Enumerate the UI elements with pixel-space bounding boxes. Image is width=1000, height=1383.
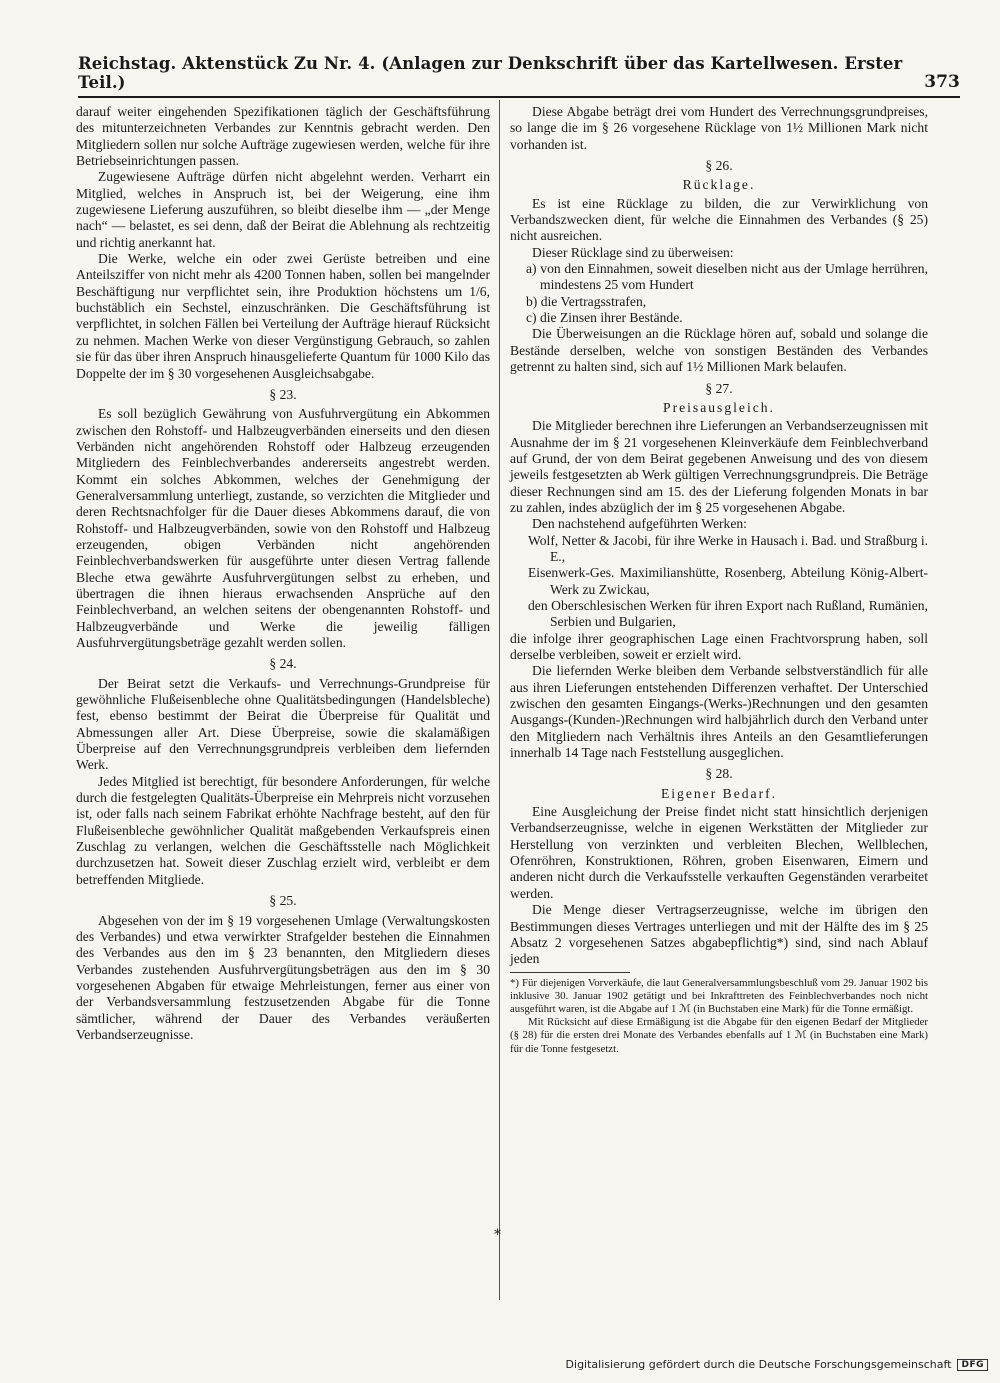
firm-entry: den Oberschlesischen Werken für ihren Export nach Rußland, Rumänien, Serbien und Bulgarien, xyxy=(528,597,928,630)
page-number: 373 xyxy=(924,72,960,92)
left-column xyxy=(76,104,490,1303)
paragraph: Diese Abgabe beträgt drei vom Hundert des Verrechnungsgrundpreises, so lange die im § 26 vorgesehene Rücklage von 1½ Millionen Mark nicht vorhanden ist. xyxy=(510,104,928,152)
page-header xyxy=(78,54,960,98)
right-column-text xyxy=(510,104,928,968)
footnote-rule xyxy=(510,972,630,973)
list-item: a) von den Einnahmen, soweit dieselben nicht aus der Umlage herrühren, mindestens 25 vom Hundert xyxy=(526,261,928,293)
paragraph: die infolge ihrer geographischen Lage einen Frachtvorsprung haben, soll derselbe verbleiben, soweit er erzielt wird. xyxy=(510,630,928,662)
paragraph: Es soll bezüglich Gewährung von Ausfuhrvergütung ein Abkommen zwischen den Rohstoff- und Halbzeugverbänden einerseits und den diesen Verbänden nicht angehörenden Rohstoff oder Halbzeug erzeugenden Mitgliedern des Feinblechverbandes andererseits angestrebt werden. Kommt ein solches Abkommen, welches der Genehmigung der Generalversammlung unterliegt, zustande, so verzichten die Mitglieder und deren Rechtsnachfolger für die Dauer dieses Abkommens darauf, die von Rohstoff- und Halbzeugverbänden, sowie von den Rohstoff und Halbzeug erzeugenden, obigen Verbänden nicht angehörenden Feinblechverbandswerken für ausgeführte unter diesen Vertrag fallende Bleche etwa gewährte Ausfuhrvergütungen selbst zu erheben, und übertragen die ihnen hieraus erwachsenden Ansprüche auf den Feinblechverband, an welchen seitens der obengenannten Rohstoff- und Halbzeugverbände und Werke die jeweilig fälligen Ausfuhrvergütungsbeträge gezahlt werden sollen. xyxy=(76,406,490,650)
paragraph: Eine Ausgleichung der Preise findet nicht statt hinsichtlich derjenigen Verbandserzeugnisse, welche in eigenen Werkstätten der Mitglieder zur Herstellung von verzinkten und verbleiten Blechen, Wellblechen, Ofenröhren, Konstruktionen, Röhren, groben Eisenwaren, Eimern und anderen nicht durch die Verkaufsstelle verkauften Gegenständen verarbeitet werden. xyxy=(510,804,928,901)
section-heading: § 26. xyxy=(705,158,733,174)
page-footer xyxy=(566,1358,988,1371)
header-title: Reichstag. Aktenstück Zu Nr. 4. (Anlagen zur Denkschrift über das Kartellwesen. Erster Teil.) xyxy=(78,54,903,92)
section-heading: § 27. xyxy=(705,380,733,396)
section-title: Preisausgleich. xyxy=(663,399,775,415)
section-heading: § 24. xyxy=(269,656,297,672)
paragraph: Der Beirat setzt die Verkaufs- und Verrechnungs-Grundpreise für gewöhnliche Flußeisenbleche ohne Qualitätsbedingungen (Handelsbleche) fest, ebenso bestimmt der Beirat die Überpreise für Qualität und Abmessungen aller Art. Diese Überpreise, sowie die skalamäßigen Überpreise auf den Verrechnungsgrundpreis verbleiben dem liefernden Werk. xyxy=(76,675,490,773)
margin-mark: * xyxy=(494,1227,501,1243)
section-heading: § 25. xyxy=(269,893,297,909)
firm-entry: Eisenwerk-Ges. Maximilianshütte, Rosenberg, Abteilung König-Albert-Werk zu Zwickau, xyxy=(528,565,928,597)
paragraph: Es ist eine Rücklage zu bilden, die zur Verwirklichung von Verbandszwecken dient, für welche die Einnahmen des Verbandes (§ 25) nicht ausreichen. xyxy=(510,195,928,244)
footnotes xyxy=(510,977,928,1056)
paragraph: Die Menge dieser Vertragserzeugnisse, welche im übrigen den Bestimmungen dieses Vertrages unterliegen und mit der Hälfte des im § 25 Absatz 2 vorgesehenen Satzes abgabepflichtig*) sind, sind nach Ablauf jeden xyxy=(510,902,928,967)
paragraph: Jedes Mitglied ist berechtigt, für besondere Anforderungen, für welche durch die festgelegten Qualitäts-Überpreise ein Mehrpreis nicht vorzusehen ist, oder falls nach seinem Fabrikat erhöhte Nachfrage besteht, auf den für Flußeisenbleche gewöhnlicher Qualität maßgebenden Verkaufspreis einen Zuschlag zu verlangen, welchen die Geschäftsstelle nach Möglichkeit durchzusetzen hat. Soweit dieser Zuschlag erzielt wird, verbleibt er dem betreffenden Mitgliede. xyxy=(76,773,490,887)
section-title: Rücklage. xyxy=(682,177,756,193)
paragraph: Zugewiesene Aufträge dürfen nicht abgelehnt werden. Verharrt ein Mitglied, welches in Anspruch ist, bei der Weigerung, eine ihm zugewiesene Lieferung auszuführen, so bleibt dieselbe ihm — „der Menge nach“ — belastet, es sei denn, daß der Beirat die Ablehnung als rechtzeitig und richtig anerkannt hat. xyxy=(76,169,490,250)
footer-text: Digitalisierung gefördert durch die Deutsche Forschungsgemeinschaft xyxy=(565,1358,952,1371)
section-heading: § 28. xyxy=(705,766,733,782)
paragraph: Die Werke, welche ein oder zwei Gerüste betreiben und eine Anteilsziffer von nicht mehr als 4200 Tonnen haben, sollen bei mangelnder Beschäftigung nur verpflichtet sein, ihre Produktion höchstens um 1/6, buchstäblich ein Sechstel, einzuschränken. Die Geschäftsführung ist verpflichtet, in solchen Fällen bei Verteilung der Aufträge hierauf Rücksicht zu nehmen. Machen Werke von dieser Vergünstigung Gebrauch, so zahlen sie für das über ihren Anspruch hinausgelieferte Quantum für 1000 Kilo das Doppelte der im § 30 vorgesehenen Ausgleichsabgabe. xyxy=(76,251,490,381)
paragraph: darauf weiter eingehenden Spezifikationen täglich der Geschäftsführung des mitunterzeichneten Verbandes zur Kenntnis gebracht werden. Den Mitgliedern sollen nur solche Aufträge zugewiesen werden, welche für ihre Betriebseinrichtungen passen. xyxy=(76,104,490,169)
paragraph: Die liefernden Werke bleiben dem Verbande selbstverständlich für alle aus ihren Lieferungen entstehenden Differenzen verhaftet. Der Unterschied zwischen den gesamten Eingangs-(Werks-)Rechnungen und den gesamten Ausgangs-(Kunden-)Rechnungen wird halbjährlich durch den Verband unter den Mitgliedern nach Verhältnis ihres Anteils an den Gesamtlieferungen innerhalb 14 Tage nach Feststellung ausgeglichen. xyxy=(510,663,928,761)
footnote-1: *) Für diejenigen Vorverkäufe, die laut Generalversammlungsbeschluß vom 29. Januar 1902 bis inklusive 30. Januar 1902 getätigt und bei Inkrafttreten des Feinblechverbandes noch nicht ausgeführt waren, ist die Abgabe auf 1 ℳ (in Buchstaben eine Mark) für die Tonne ermäßigt. xyxy=(510,976,928,1015)
section-title: Eigener Bedarf. xyxy=(660,785,778,801)
footnote-2: Mit Rücksicht auf diese Ermäßigung ist die Abgabe für den eigenen Bedarf der Mitglieder (§ 28) für die ersten drei Monate des Verbandes ebenfalls auf 1 ℳ (in Buchstaben eine Mark) für die Tonne festgesetzt. xyxy=(510,1016,928,1055)
firm-entry: Wolf, Netter & Jacobi, für ihre Werke in Hausach i. Bad. und Straßburg i. E., xyxy=(528,532,928,564)
section-heading: § 23. xyxy=(269,386,297,402)
paragraph: Dieser Rücklage sind zu überweisen: xyxy=(532,244,734,260)
paragraph: Die Überweisungen an die Rücklage hören auf, sobald und solange die Bestände derselben, welche von sonstigen Beständen des Verbandes getrennt zu halten sind, sich auf 1½ Millionen Mark belaufen. xyxy=(510,326,928,375)
dfg-logo: DFG xyxy=(957,1359,988,1371)
column-divider xyxy=(499,100,500,1300)
paragraph: Die Mitglieder berechnen ihre Lieferungen an Verbandserzeugnissen mit Ausnahme der im § 21 vorgesehenen Kleinverkäufe dem Feinblechverband auf Grund, der von dem Beirat gegebenen Anweisung und des von diesem jeweils festgesetzten ab Werk gültigen Verrechnungsgrundpreis. Die Beträge dieser Rechnungen sind am 15. des der Lieferung folgenden Monats in bar zu zahlen, indes abzüglich der im § 25 vorgesehenen Abgabe. xyxy=(510,418,928,515)
list-item: b) die Vertragsstrafen, xyxy=(526,293,647,309)
paragraph: Den nachstehend aufgeführten Werken: xyxy=(532,516,747,532)
right-column xyxy=(510,104,928,1303)
list-item: c) die Zinsen ihrer Bestände. xyxy=(526,310,683,326)
paragraph: Abgesehen von der im § 19 vorgesehenen Umlage (Verwaltungskosten des Verbandes) und etwa verwirkter Strafgelder bestehen die Einnahmen des Verbandes aus den im § 23 benannten, den Mitgliedern dieses Verbandes zustehenden Ausfuhrvergütungsbeträgen aus den im § 30 vorgesehenen Abgaben für etwaige Mehrleistungen, ferner aus einer von der Verbandsversammlung festzusetzenden Abgabe für die Tonne sämtlicher, während der Dauer des Verbandes veräußerten Verbandserzeugnisse. xyxy=(76,912,490,1042)
